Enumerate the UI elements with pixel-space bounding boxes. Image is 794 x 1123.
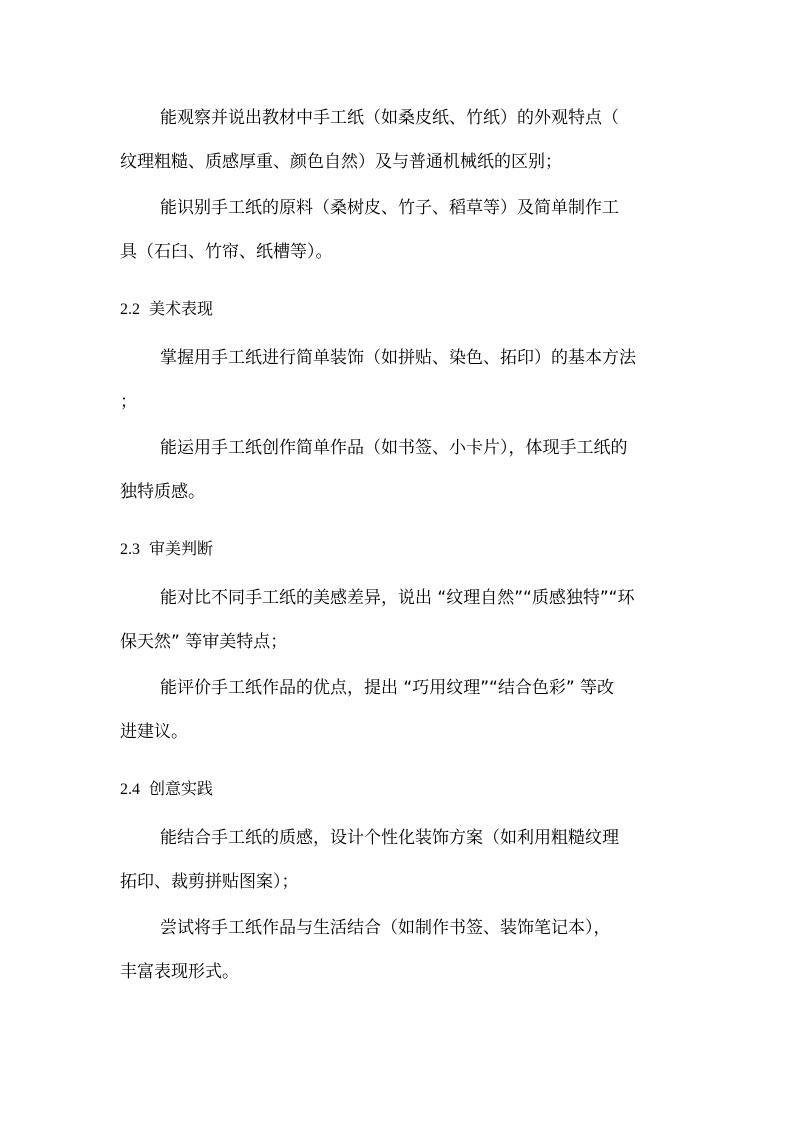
paragraph-line: 掌握用手工纸进行简单装饰（如拼贴、染色、拓印）的基本方法 [160, 348, 636, 368]
paragraph-line: 保天然” 等审美特点； [120, 632, 288, 652]
paragraph-line: ； [120, 392, 137, 412]
paragraph-line: 独特质感。 [120, 482, 205, 502]
paragraph-line: 拓印、裁剪拼贴图案）； [120, 872, 299, 892]
section-title: 审美判断 [149, 539, 214, 558]
section-number: 2.3 [120, 541, 140, 558]
paragraph-line: 进建议。 [120, 722, 188, 742]
section-number: 2.2 [120, 301, 140, 318]
paragraph-line: 能结合手工纸的质感，设计个性化装饰方案（如利用粗糙纹理 [160, 828, 619, 848]
paragraph-line: 丰富表现形式。 [120, 962, 239, 982]
section-heading-2-3 [120, 537, 680, 562]
paragraph-line: 能识别手工纸的原料（桑树皮、竹子、稻草等）及简单制作工 [160, 198, 619, 218]
paragraph-line: 纹理粗糙、质感厚重、颜色自然）及与普通机械纸的区别； [120, 152, 562, 172]
section-number: 2.4 [120, 781, 140, 798]
section-heading-2-2 [120, 297, 680, 322]
section-title: 美术表现 [149, 299, 214, 318]
paragraph-line: 能对比不同手工纸的美感差异，说出 “纹理自然”“质感独特”“环 [160, 588, 635, 608]
paragraph-line: 能观察并说出教材中手工纸（如桑皮纸、竹纸）的外观特点（ [160, 108, 619, 128]
section-heading-2-4 [120, 777, 680, 802]
paragraph-line: 尝试将手工纸作品与生活结合（如制作书签、装饰笔记本）， [160, 918, 611, 938]
paragraph-line: 能评价手工纸作品的优点，提出 “巧用纹理”“结合色彩” 等改 [160, 678, 615, 698]
paragraph-line: 具（石臼、竹帘、纸槽等）。 [120, 242, 333, 262]
section-title: 创意实践 [149, 779, 214, 798]
paragraph-line: 能运用手工纸创作简单作品（如书签、小卡片），体现手工纸的 [160, 438, 628, 458]
